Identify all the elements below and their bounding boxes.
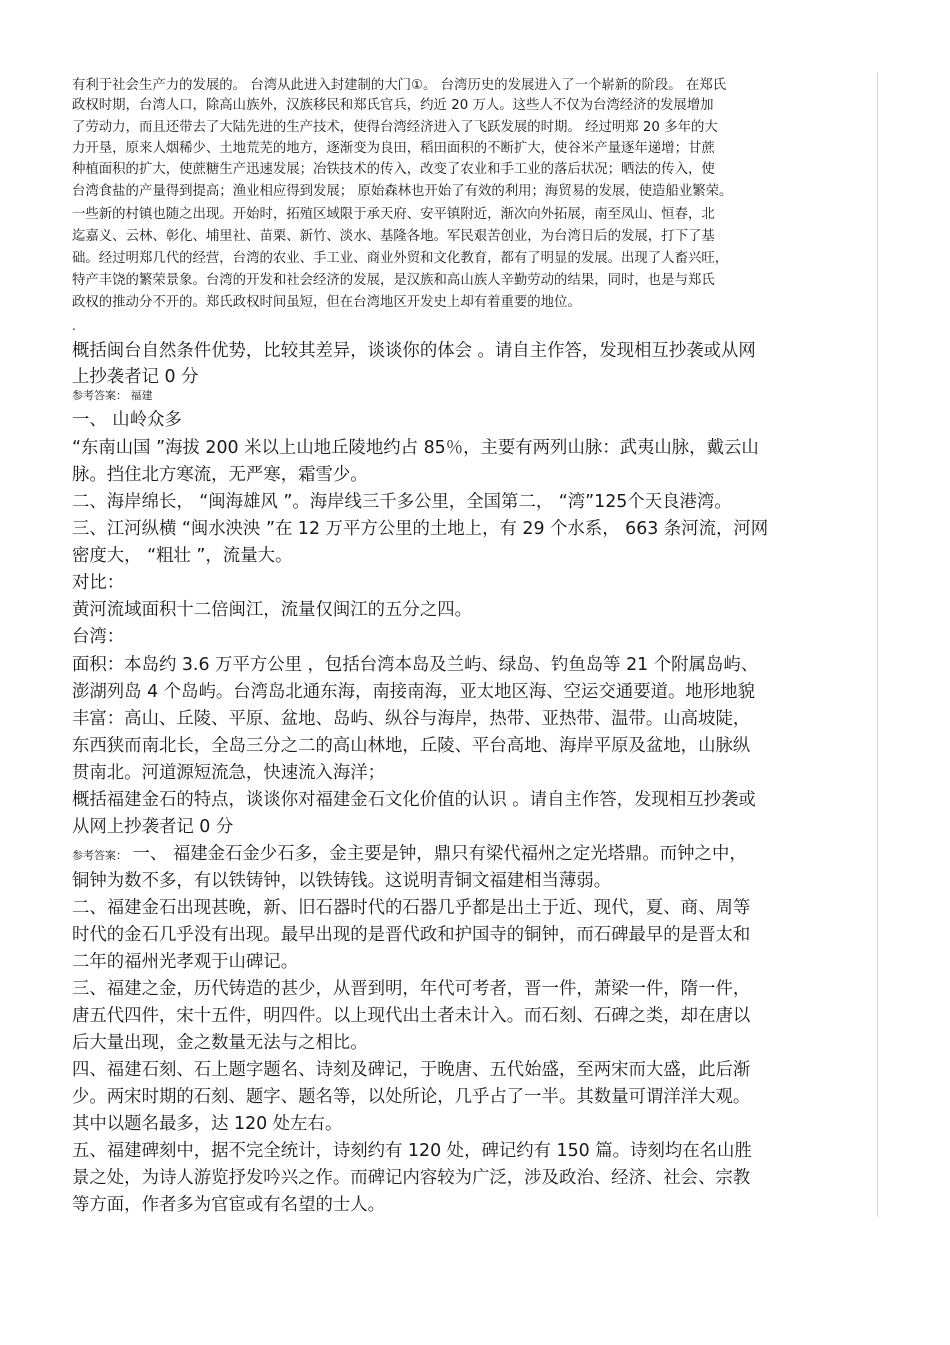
passage-line: 政权的推动分不开的。郑氏政权时间虽短，但在台湾地区开发史上却有着重要的地位。	[72, 295, 581, 310]
question-line: 上抄袭者记 0 分	[72, 367, 199, 387]
question-line: 概括福建金石的特点，谈谈你对福建金石文化价值的认识 。请自主作答，发现相互抄袭或	[72, 790, 756, 810]
answer-line: 三、江河纵横 “闽水泱泱 ”在 12 万平方公里的土地上，有 29 个水系， 663 条河流，河网	[72, 519, 769, 539]
answer-label: 参考答案：	[72, 389, 127, 402]
question-line: 概括闽台自然条件优势，比较其差异，谈谈你的体会 。请自主作答，发现相互抄袭或从网	[72, 341, 756, 361]
answer-line: 等方面，作者多为官宦或有名望的士人。	[72, 1195, 386, 1215]
passage-line: 迄嘉义、云林、彰化、埔里社、苗栗、新竹、淡水、基隆各地。军民艰苦创业，为台湾日后的发展，打下了基	[72, 229, 715, 244]
passage-line: 特产丰饶的繁荣景象。台湾的开发和社会经济的发展，是汉族和高山族人辛勤劳动的结果，同时，也是与郑氏	[72, 273, 715, 288]
answer-line: 对比：	[72, 573, 125, 593]
answer-line: 一、 山岭众多	[72, 410, 182, 430]
answer-line: 二、福建金石出现甚晚，新、旧石器时代的石器几乎都是出土于近、现代，夏、商、周等	[72, 898, 751, 918]
answer-label: 参考答案：	[72, 849, 127, 862]
answer-line: 黄河流域面积十二倍闽江，流量仅闽江的五分之四。	[72, 600, 472, 620]
answer-line: “东南山国 ”海拔 200 米以上山地丘陵地约占 85％，主要有两列山脉：武夷山脉，戴云山	[72, 438, 759, 458]
answer-label-value: 福建	[127, 389, 153, 402]
answer-first-line	[72, 841, 747, 869]
answer-line: 台湾：	[72, 627, 125, 647]
passage-line: 了劳动力，而且还带去了大陆先进的生产技术，使得台湾经济进入了飞跃发展的时期。 经过明郑 20 多年的大	[72, 120, 718, 135]
answer-first-text: 一、 福建金石金少石多，金主要是钟，鼎只有梁代福州之定光塔鼎。而钟之中，	[127, 844, 747, 864]
stray-dot: .	[72, 319, 76, 333]
answer-line: 景之处，为诗人游览抒发吟兴之作。而碑记内容较为广泛，涉及政治、经济、社会、宗教	[72, 1168, 751, 1188]
answer-line: 四、福建石刻、石上题字题名、诗刻及碑记，于晚唐、五代始盛，至两宋而大盛，此后渐	[72, 1060, 751, 1080]
passage-line: 一些新的村镇也随之出现。开始时，拓殖区域限于承天府、安平镇附近，渐次向外拓展，南至凤山、恒春，北	[72, 207, 715, 222]
answer-line: 其中以题名最多，达 120 处左右。	[72, 1114, 343, 1134]
passage-line: 台湾食盐的产量得到提高；渔业相应得到发展； 原始森林也开始了有效的利用；海贸易的发展，使造船业繁荣。	[72, 184, 733, 199]
answer-line: 时代的金石几乎没有出现。最早出现的是晋代政和护国寺的铜钟，而石碑最早的是晋太和	[72, 925, 751, 945]
right-margin-rule	[877, 72, 878, 1217]
answer-line: 二、海岸绵长， “闽海雄风 ”。海岸线三千多公里，全国第二， “湾”125个天良港湾。	[72, 492, 732, 512]
answer-line: 唐五代四件，宋十五件，明四件。以上现代出土者未计入。而石刻、石碑之类，却在唐以	[72, 1006, 751, 1026]
answer-line: 面积：本岛约 3.6 万平方公里 ，包括台湾本岛及兰屿、绿岛、钓鱼岛等 21 个附属岛屿、	[72, 655, 759, 675]
answer-line: 五、福建碑刻中，据不完全统计，诗刻约有 120 处，碑记约有 150 篇。诗刻均在名山胜	[72, 1141, 752, 1161]
passage-line: 政权时期，台湾人口，除高山族外，汉族移民和郑氏官兵，约近 20 万人。这些人不仅为台湾经济的发展增加	[72, 98, 714, 113]
answer-line: 三、福建之金，历代铸造的甚少，从晋到明，年代可考者，晋一件，萧梁一件，隋一件，	[72, 979, 751, 999]
answer-line: 丰富：高山、丘陵、平原、盆地、岛屿、纵谷与海岸，热带、亚热带、温带。山高坡陡，	[72, 709, 751, 729]
passage-line: 有利于社会生产力的发展的。 台湾从此进入封建制的大门①。 台湾历史的发展进入了一个崭新的阶段。 在郑氏	[72, 78, 727, 93]
answer-line: 密度大， “粗壮 ”，流量大。	[72, 546, 293, 566]
answer-line: 二年的福州光孝观于山碑记。	[72, 952, 299, 972]
passage-line: 力开垦，原来人烟稀少、土地荒芜的地方，逐渐变为良田，稻田面积的不断扩大，使谷米产量逐年递增；甘蔗	[72, 141, 715, 156]
passage-line: 种植面积的扩大，使蔗糖生产迅速发展；冶铁技术的传入，改变了农业和手工业的落后状况；晒法的传入，使	[72, 162, 715, 177]
question-line: 从网上抄袭者记 0 分	[72, 817, 234, 837]
answer-line: 少。两宋时期的石刻、题字、题名等，以处所论，几乎占了一半。其数量可谓洋洋大观。	[72, 1087, 751, 1107]
answer-line: 脉。挡住北方寒流，无严寒，霜雪少。	[72, 465, 368, 485]
answer-line: 贯南北。河道源短流急，快速流入海洋；	[72, 763, 386, 783]
answer-line: 东西狭而南北长，全岛三分之二的高山林地，丘陵、平台高地、海岸平原及盆地，山脉纵	[72, 736, 751, 756]
answer-line: 铜钟为数不多，有以铁铸钟，以铁铸钱。这说明青铜文福建相当薄弱。	[72, 871, 612, 891]
answer-label-line	[72, 386, 153, 406]
passage-line: 础。经过明郑几代的经营，台湾的农业、手工业、商业外贸和文化教育，都有了明显的发展。出现了人畜兴旺，	[72, 251, 729, 266]
answer-line: 澎湖列岛 4 个岛屿。台湾岛北通东海，南接南海，亚太地区海、空运交通要道。地形地貌	[72, 682, 755, 702]
answer-line: 后大量出现，金之数量无法与之相比。	[72, 1033, 368, 1053]
